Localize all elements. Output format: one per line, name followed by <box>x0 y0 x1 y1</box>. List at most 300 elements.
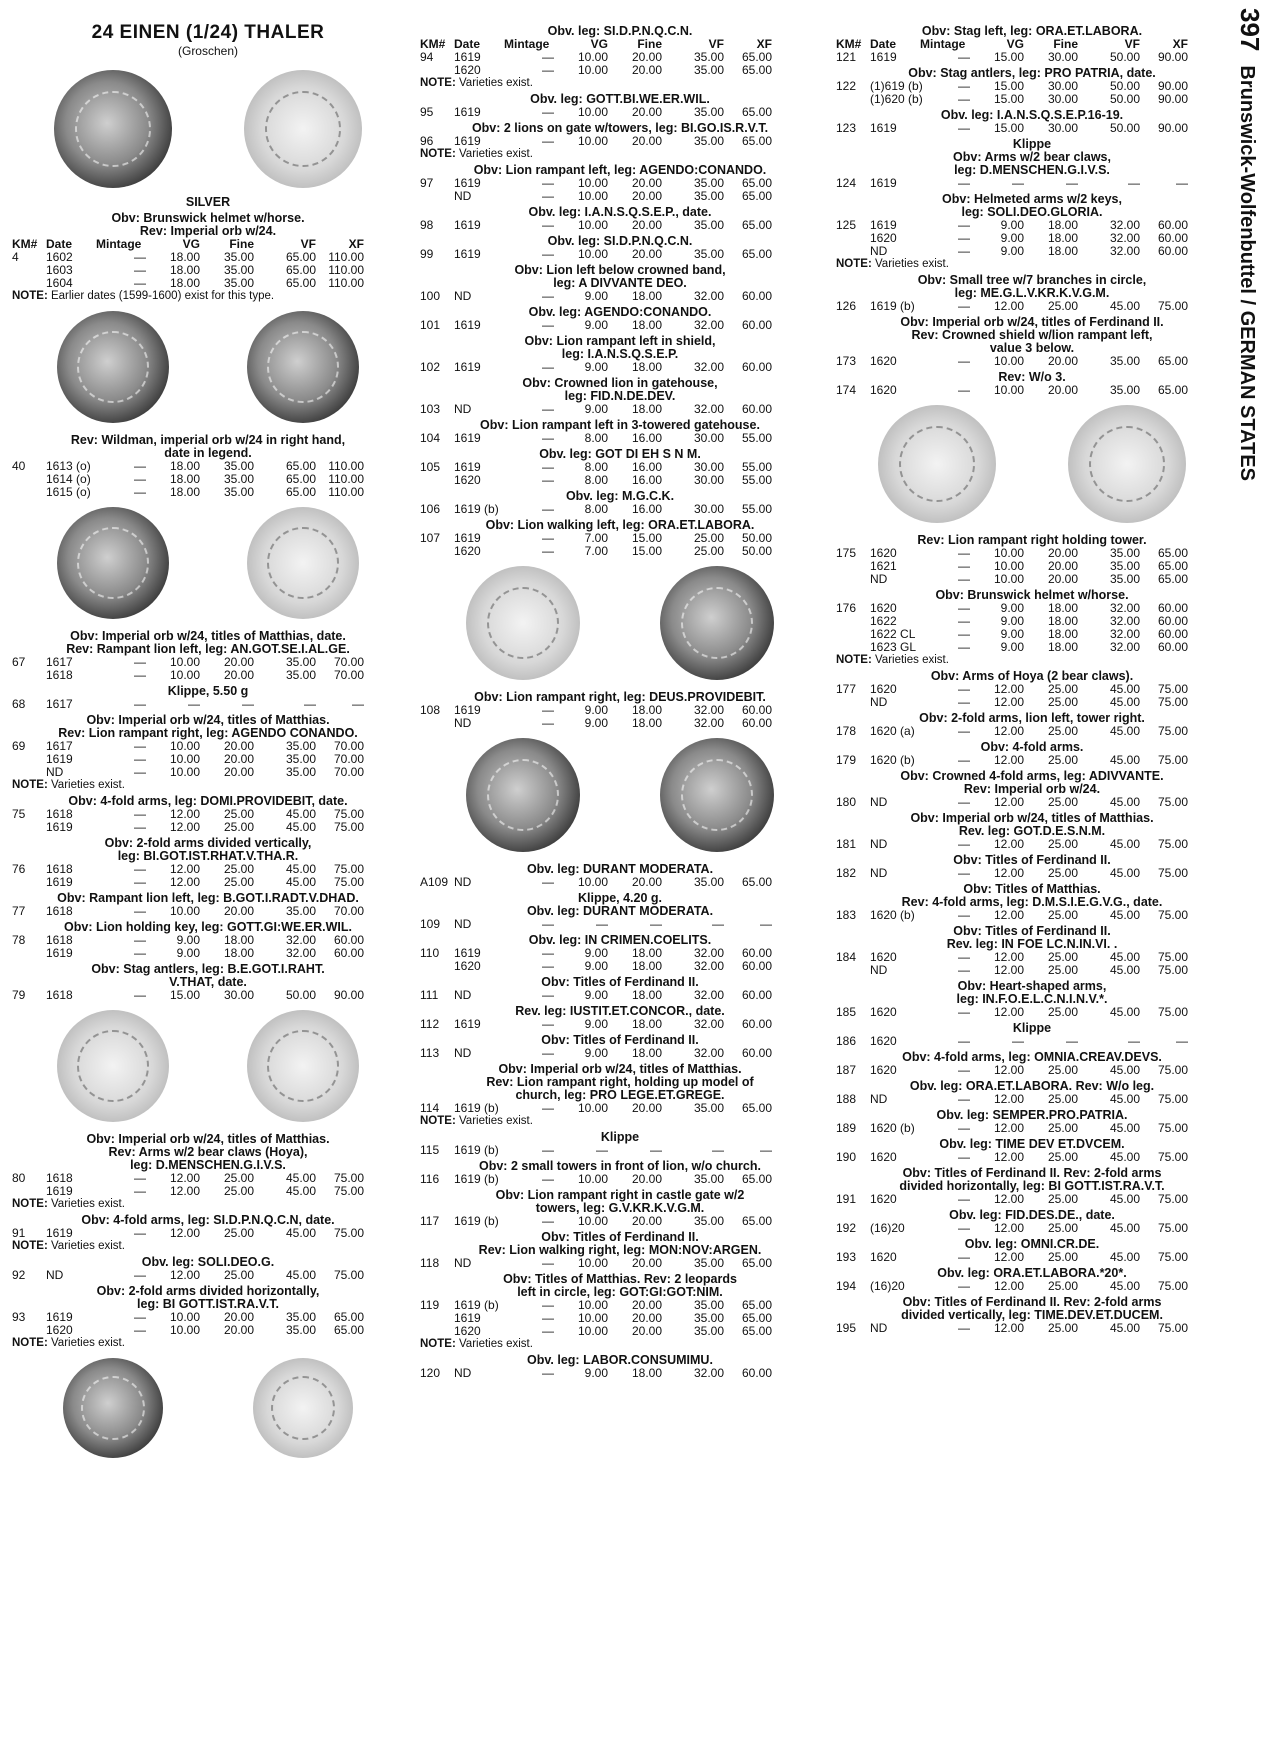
price-cell: 9.00 <box>584 946 608 960</box>
price-cell: — <box>134 1323 146 1337</box>
price-cell: — <box>134 250 146 264</box>
price-cell: 1622 CL <box>870 627 916 641</box>
price-cell: 55.00 <box>741 460 772 474</box>
price-cell: — <box>958 299 970 313</box>
price-cell: 1614 (o) <box>46 472 91 486</box>
price-cell: 75.00 <box>1157 724 1188 738</box>
price-cell: 183 <box>836 908 857 922</box>
price-cell: 20.00 <box>631 105 662 119</box>
price-cell: 65.00 <box>1157 354 1188 368</box>
price-cell: 25.00 <box>1047 299 1078 313</box>
price-cell: 1620 <box>870 1192 897 1206</box>
price-cell: 35.00 <box>1109 383 1140 397</box>
entry-description: Obv: Imperial orb w/24, titles of Matthias. <box>498 1062 742 1076</box>
price-cell: 32.00 <box>693 360 724 374</box>
price-cell: 45.00 <box>285 1226 316 1240</box>
price-cell: 1620 <box>870 546 897 560</box>
entry-description: Rev: Arms w/2 bear claws (Hoya), <box>108 1145 308 1159</box>
price-cell: 12.00 <box>993 1092 1024 1106</box>
price-row <box>12 1185 404 1198</box>
price-cell: 9.00 <box>584 289 608 303</box>
price-cell: 45.00 <box>285 1268 316 1282</box>
entry-description: Obv: Lion left below crowned band, <box>514 263 726 277</box>
price-cell: — <box>542 63 554 77</box>
price-cell: 35.00 <box>693 1214 724 1228</box>
price-cell <box>420 545 454 558</box>
price-cell: 30.00 <box>223 988 254 1002</box>
catalog-entry <box>836 1209 1228 1235</box>
catalog-entry <box>12 921 404 960</box>
price-cell: 65.00 <box>1157 572 1188 586</box>
catalog-entry <box>12 837 404 889</box>
price-cell: 35.00 <box>1109 572 1140 586</box>
price-cell: 1619 <box>46 752 73 766</box>
coin-obverse-image <box>57 507 169 619</box>
price-cell: 16.00 <box>631 473 662 487</box>
price-cell: 1620 <box>870 354 897 368</box>
price-cell: 1620 <box>46 1323 73 1337</box>
price-cell: 9.00 <box>1000 601 1024 615</box>
catalog-entry <box>420 863 820 889</box>
coin-obverse-image <box>466 738 580 852</box>
entry-description: Obv. leg: LABOR.CONSUMIMU. <box>527 1353 713 1367</box>
coin-reverse-image <box>247 311 359 423</box>
price-row <box>420 474 820 487</box>
price-cell: 10.00 <box>169 1310 200 1324</box>
price-row <box>12 1269 404 1282</box>
price-cell: — <box>304 697 316 711</box>
price-cell: ND <box>454 875 472 889</box>
price-cell: 8.00 <box>584 460 608 474</box>
price-cell: ND <box>870 572 888 586</box>
price-cell: 25.00 <box>1047 1192 1078 1206</box>
price-cell: — <box>958 795 970 809</box>
price-cell: 20.00 <box>631 1256 662 1270</box>
entry-description: Obv: 4-fold arms. <box>980 740 1084 754</box>
catalog-entry <box>420 1273 820 1351</box>
price-cell: 40 <box>12 459 26 473</box>
price-cell: 65.00 <box>741 50 772 64</box>
column-header: VF <box>1124 37 1140 51</box>
price-row <box>836 1251 1228 1264</box>
price-cell: 18.00 <box>631 1046 662 1060</box>
note-label: NOTE: <box>420 77 456 89</box>
price-cell: 75.00 <box>333 1184 364 1198</box>
price-cell <box>836 696 870 709</box>
price-cell <box>420 1312 454 1325</box>
price-cell: 10.00 <box>577 50 608 64</box>
price-cell: ND <box>454 289 472 303</box>
price-row <box>836 1151 1228 1164</box>
price-row <box>420 989 820 1002</box>
price-cell: 65.00 <box>1157 383 1188 397</box>
price-cell: 32.00 <box>1109 627 1140 641</box>
entry-description: Rev: 4-fold arms, leg: D.M.S.I.E.G.V.G., date. <box>901 895 1163 909</box>
price-cell: — <box>958 1005 970 1019</box>
price-cell: — <box>958 1321 970 1335</box>
catalog-entry <box>836 316 1228 368</box>
price-cell: 12.00 <box>169 1226 200 1240</box>
price-cell: 174 <box>836 383 857 397</box>
entry-description: Obv: Lion rampant right in castle gate w/2 <box>495 1188 745 1202</box>
price-cell: 75.00 <box>1157 753 1188 767</box>
price-cell: 1602 <box>46 250 73 264</box>
price-cell: 80 <box>12 1171 26 1185</box>
price-cell: 1619 <box>46 1310 73 1324</box>
catalog-entry <box>836 1296 1228 1335</box>
price-cell: 1620 <box>870 1063 897 1077</box>
price-cell: 45.00 <box>1109 908 1140 922</box>
entry-description: Obv. leg: SI.D.P.N.Q.C.N. <box>547 234 693 248</box>
entry-description: Obv: Titles of Ferdinand II. <box>541 1230 699 1244</box>
catalog-entry <box>12 714 404 792</box>
price-cell: 1619 <box>870 50 897 64</box>
note-text: Varieties exist. <box>50 1198 125 1210</box>
coin-reverse-image <box>253 1358 353 1458</box>
price-cell: 32.00 <box>1109 601 1140 615</box>
price-cell: 193 <box>836 1250 857 1264</box>
entry-description: Obv. leg: FID.DES.DE., date. <box>949 1208 1115 1222</box>
price-cell: — <box>542 959 554 973</box>
price-cell: 10.00 <box>169 1323 200 1337</box>
price-cell: — <box>958 546 970 560</box>
price-cell <box>420 1325 454 1338</box>
entry-description: Rev. leg: GOT.D.E.S.N.M. <box>958 824 1106 838</box>
price-cell: 180 <box>836 795 857 809</box>
price-cell: 45.00 <box>1109 1279 1140 1293</box>
price-cell: 16.00 <box>631 460 662 474</box>
note <box>420 77 820 90</box>
price-cell: 20.00 <box>223 655 254 669</box>
price-cell: 35.00 <box>693 50 724 64</box>
price-cell: 18.00 <box>631 289 662 303</box>
price-cell: 75.00 <box>333 807 364 821</box>
price-cell: — <box>958 640 970 654</box>
price-cell: 35.00 <box>693 1172 724 1186</box>
price-cell: — <box>958 682 970 696</box>
coin-obverse-image <box>57 1010 169 1122</box>
price-cell: 75.00 <box>1157 1250 1188 1264</box>
price-cell: 1604 <box>46 276 73 290</box>
catalog-entry <box>420 206 820 232</box>
price-cell: 75.00 <box>1157 1279 1188 1293</box>
price-cell: — <box>958 950 970 964</box>
price-cell: 45.00 <box>1109 1250 1140 1264</box>
price-cell: 1619 <box>454 50 481 64</box>
entry-description: Rev: Imperial orb w/24. <box>139 224 277 238</box>
entry-description: Obv. leg: DURANT MODERATA. <box>526 904 714 918</box>
price-row <box>836 641 1228 654</box>
price-row <box>420 106 820 119</box>
price-cell: 1619 <box>454 531 481 545</box>
entry-description: Obv. leg: I.A.N.S.Q.S.E.P., date. <box>528 205 712 219</box>
entry-description: Obv: Titles of Ferdinand II. <box>541 975 699 989</box>
entry-description: Obv: Lion holding key, leg: GOTT.GI:WE.ER.WIL. <box>64 920 352 934</box>
entry-description: Rev: Lion walking right, leg: MON:NOV:ARGEN. <box>478 1243 762 1257</box>
price-cell: 60.00 <box>741 703 772 717</box>
column-header: Mintage <box>504 37 550 51</box>
price-cell: 100 <box>420 289 441 303</box>
price-cell: 191 <box>836 1192 857 1206</box>
column-header: XF <box>756 37 772 51</box>
price-cell: 104 <box>420 431 441 445</box>
price-row <box>836 1035 1228 1048</box>
price-row <box>420 1102 820 1115</box>
price-cell: 25.00 <box>1047 837 1078 851</box>
price-cell: 4 <box>12 250 19 264</box>
price-cell: — <box>134 820 146 834</box>
entry-description: Obv: Titles of Ferdinand II. <box>953 853 1111 867</box>
note-label: NOTE: <box>12 1337 48 1349</box>
price-cell <box>12 473 46 486</box>
price-cell: 32.00 <box>693 1017 724 1031</box>
price-cell <box>12 821 46 834</box>
coin-obverse-image <box>57 311 169 423</box>
price-cell: 30.00 <box>1047 92 1078 106</box>
price-cell: 75.00 <box>333 1268 364 1282</box>
price-cell: 1619 <box>454 318 481 332</box>
price-cell: 35.00 <box>285 739 316 753</box>
price-cell: 25.00 <box>1047 950 1078 964</box>
price-cell: 12.00 <box>993 950 1024 964</box>
column-header: XF <box>348 237 364 251</box>
entry-description: Obv: Stag antlers, leg: B.E.GOT.I.RAHT. <box>91 962 325 976</box>
price-cell: — <box>134 904 146 918</box>
price-cell: 182 <box>836 866 857 880</box>
note-text: Varieties exist. <box>458 148 533 160</box>
price-cell: 75.00 <box>1157 695 1188 709</box>
price-cell <box>12 486 46 499</box>
price-cell: 9.00 <box>176 946 200 960</box>
price-cell: 98 <box>420 218 434 232</box>
catalog-entry <box>836 925 1228 977</box>
price-cell: 65.00 <box>285 263 316 277</box>
price-cell: 194 <box>836 1279 857 1293</box>
column-header: KM# <box>836 37 862 51</box>
column-header: XF <box>1172 37 1188 51</box>
price-cell: 1619 <box>870 121 897 135</box>
price-cell: 50.00 <box>1109 79 1140 93</box>
price-cell: 20.00 <box>223 739 254 753</box>
price-cell: 25.00 <box>1047 1250 1078 1264</box>
catalog-entry <box>12 892 404 918</box>
column-3 <box>836 22 1228 1335</box>
entry-description: Obv: 4-fold arms, leg: SI.D.P.N.Q.C.N, date. <box>81 1213 335 1227</box>
price-cell: 9.00 <box>1000 640 1024 654</box>
price-cell: 15.00 <box>993 79 1024 93</box>
price-cell: 55.00 <box>741 473 772 487</box>
price-cell: 1620 (b) <box>870 753 915 767</box>
coin-images <box>12 499 404 627</box>
price-cell: 12.00 <box>993 1321 1024 1335</box>
catalog-entry <box>420 377 820 416</box>
price-cell: 10.00 <box>577 247 608 261</box>
price-cell: 45.00 <box>1109 1192 1140 1206</box>
catalog-entry <box>12 630 404 682</box>
price-cell <box>836 964 870 977</box>
price-cell: — <box>134 1171 146 1185</box>
price-cell: 30.00 <box>1047 50 1078 64</box>
price-cell: 12.00 <box>993 682 1024 696</box>
price-cell: 25.00 <box>693 544 724 558</box>
price-cell: 65.00 <box>285 276 316 290</box>
price-cell: 25.00 <box>1047 866 1078 880</box>
price-cell: — <box>958 1063 970 1077</box>
price-cell: 25.00 <box>1047 1005 1078 1019</box>
price-cell: 35.00 <box>285 1323 316 1337</box>
price-row <box>836 725 1228 738</box>
price-cell: 35.00 <box>285 904 316 918</box>
price-cell: 20.00 <box>223 1323 254 1337</box>
price-cell: — <box>712 917 724 931</box>
price-cell: 18.00 <box>631 360 662 374</box>
price-cell: 25.00 <box>1047 908 1078 922</box>
column-header: Fine <box>637 37 662 51</box>
price-cell: 20.00 <box>1047 572 1078 586</box>
price-cell: — <box>134 668 146 682</box>
price-cell: 75.00 <box>1157 1121 1188 1135</box>
price-cell: 25.00 <box>1047 1063 1078 1077</box>
price-cell: 75.00 <box>1157 950 1188 964</box>
price-cell: — <box>134 655 146 669</box>
price-cell: 60.00 <box>1157 614 1188 628</box>
entry-description: Obv. leg: IN CRIMEN.COELITS. <box>528 933 712 947</box>
note <box>420 1115 820 1128</box>
price-cell: 113 <box>420 1046 440 1060</box>
entry-description: Klippe, 4.20 g. <box>577 891 663 905</box>
price-row <box>836 300 1228 313</box>
note <box>12 1240 404 1253</box>
column-header: VF <box>708 37 724 51</box>
price-cell: — <box>134 263 146 277</box>
price-cell: 8.00 <box>584 473 608 487</box>
price-cell: 35.00 <box>223 276 254 290</box>
price-cell: 15.00 <box>631 544 662 558</box>
price-cell: 75 <box>12 807 26 821</box>
price-cell: 103 <box>420 402 441 416</box>
price-cell: 32.00 <box>693 289 724 303</box>
price-cell: 1613 (o) <box>46 459 91 473</box>
price-cell: 75.00 <box>333 820 364 834</box>
catalog-entry <box>420 335 820 374</box>
price-cell: 25.00 <box>223 1226 254 1240</box>
price-cell: 195 <box>836 1321 857 1335</box>
price-cell <box>836 573 870 586</box>
price-cell: 45.00 <box>285 1171 316 1185</box>
price-cell: 45.00 <box>285 1184 316 1198</box>
price-cell: 65.00 <box>741 1214 772 1228</box>
catalog-entry <box>836 589 1228 667</box>
price-row <box>420 545 820 558</box>
price-cell: 32.00 <box>693 1046 724 1060</box>
price-row <box>420 1173 820 1186</box>
price-cell: 75.00 <box>333 1226 364 1240</box>
price-cell: 25.00 <box>1047 1321 1078 1335</box>
price-cell: 55.00 <box>741 431 772 445</box>
price-cell: 35.00 <box>223 250 254 264</box>
price-cell: — <box>542 402 554 416</box>
price-cell: — <box>958 92 970 106</box>
entry-description: Obv: Lion walking left, leg: ORA.ET.LABORA. <box>485 518 755 532</box>
entry-description: Rev. leg: IUSTIT.ET.CONCOR., date. <box>515 1004 725 1018</box>
price-cell: 20.00 <box>223 752 254 766</box>
price-cell: 18.00 <box>1047 218 1078 232</box>
price-cell: 18.00 <box>631 1366 662 1380</box>
price-cell: 12.00 <box>993 299 1024 313</box>
catalog-entry <box>420 1034 820 1060</box>
price-cell: — <box>134 1226 146 1240</box>
price-cell: 65.00 <box>741 189 772 203</box>
price-row <box>836 573 1228 586</box>
price-cell: — <box>958 908 970 922</box>
price-cell: 25.00 <box>223 862 254 876</box>
price-row <box>836 838 1228 851</box>
price-cell: 35.00 <box>693 189 724 203</box>
price-row <box>836 1064 1228 1077</box>
price-cell: 12.00 <box>993 963 1024 977</box>
price-cell: 177 <box>836 682 857 696</box>
price-cell: 25.00 <box>1047 963 1078 977</box>
price-cell: 45.00 <box>1109 724 1140 738</box>
price-cell: 45.00 <box>1109 695 1140 709</box>
price-cell: 18.00 <box>169 250 200 264</box>
price-cell: 10.00 <box>577 176 608 190</box>
price-cell: 10.00 <box>577 134 608 148</box>
note <box>12 290 404 303</box>
coin-images <box>12 62 404 196</box>
price-cell: 10.00 <box>169 752 200 766</box>
price-row <box>836 1122 1228 1135</box>
price-cell: 60.00 <box>1157 601 1188 615</box>
price-cell: — <box>542 1324 554 1338</box>
price-cell <box>12 753 46 766</box>
price-row <box>836 1280 1228 1293</box>
price-cell: 20.00 <box>223 668 254 682</box>
price-row <box>420 290 820 303</box>
price-cell: — <box>1012 1034 1024 1048</box>
entry-description: Rev: Lion rampant right, holding up model of <box>486 1075 754 1089</box>
catalog-entry <box>836 1051 1228 1077</box>
price-cell: 15.00 <box>993 50 1024 64</box>
price-cell: 187 <box>836 1063 857 1077</box>
price-cell: 1619 <box>454 176 481 190</box>
price-cell: 65.00 <box>1157 559 1188 573</box>
price-cell: — <box>134 472 146 486</box>
price-cell: 1618 <box>46 1171 73 1185</box>
price-cell: — <box>958 50 970 64</box>
price-cell: 20.00 <box>631 1214 662 1228</box>
price-cell: ND <box>870 795 888 809</box>
price-cell: ND <box>870 695 888 709</box>
price-cell: 35.00 <box>285 655 316 669</box>
price-cell: 115 <box>420 1143 440 1157</box>
price-cell: 60.00 <box>741 1046 772 1060</box>
price-cell: 75.00 <box>1157 299 1188 313</box>
price-cell: 101 <box>420 318 441 332</box>
price-cell: (16)20 <box>870 1221 905 1235</box>
price-cell: 12.00 <box>993 753 1024 767</box>
price-cell: 65.00 <box>333 1310 364 1324</box>
price-cell: 35.00 <box>285 765 316 779</box>
price-cell: 18.00 <box>631 402 662 416</box>
price-cell: 35.00 <box>693 1298 724 1312</box>
note <box>12 1337 404 1350</box>
entry-description: Obv: Lion rampant right, leg: DEUS.PROVIDEBIT. <box>474 690 766 704</box>
price-cell: 179 <box>836 753 857 767</box>
price-cell: 70.00 <box>333 904 364 918</box>
price-cell: 102 <box>420 360 441 374</box>
price-cell: 1619 (b) <box>454 1172 499 1186</box>
